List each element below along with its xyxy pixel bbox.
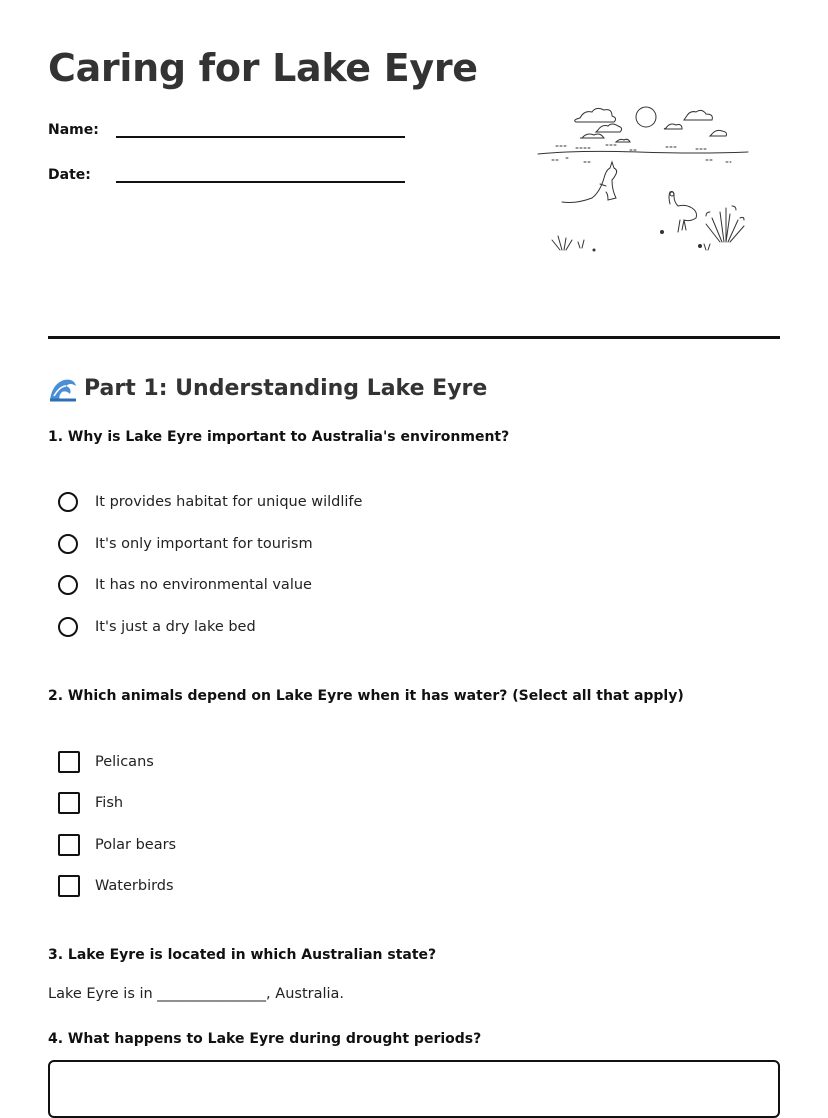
date-label: Date: xyxy=(48,167,91,183)
option-label: Waterbirds xyxy=(95,878,174,894)
checkbox[interactable] xyxy=(58,792,80,814)
date-input-line[interactable] xyxy=(116,163,405,183)
wave-icon xyxy=(48,374,78,402)
option-label: Pelicans xyxy=(95,754,154,770)
q2-option-polar-bears[interactable] xyxy=(58,834,176,856)
checkbox[interactable] xyxy=(58,751,80,773)
question-3: 3. Lake Eyre is located in which Australian state? xyxy=(48,947,437,963)
q1-option-wildlife[interactable] xyxy=(58,492,362,512)
checkbox[interactable] xyxy=(58,875,80,897)
q1-option-dry-lake[interactable] xyxy=(58,617,256,637)
radio-button[interactable] xyxy=(58,534,78,554)
radio-button[interactable] xyxy=(58,617,78,637)
radio-button[interactable] xyxy=(58,492,78,512)
question-1: 1. Why is Lake Eyre important to Australia's environment? xyxy=(48,429,510,445)
date-field xyxy=(48,163,405,183)
name-label: Name: xyxy=(48,122,99,138)
q2-option-waterbirds[interactable] xyxy=(58,875,174,897)
option-label: It's just a dry lake bed xyxy=(95,619,256,635)
q2-option-fish[interactable] xyxy=(58,792,123,814)
checkbox[interactable] xyxy=(58,834,80,856)
name-input-line[interactable] xyxy=(116,118,405,138)
outback-landscape-icon xyxy=(536,100,750,260)
q1-option-no-value[interactable] xyxy=(58,575,312,595)
question-2: 2. Which animals depend on Lake Eyre when it has water? (Select all that apply) xyxy=(48,688,684,704)
question-4: 4. What happens to Lake Eyre during drought periods? xyxy=(48,1031,482,1047)
name-field xyxy=(48,118,405,138)
q2-option-pelicans[interactable] xyxy=(58,751,154,773)
option-label: Fish xyxy=(95,795,124,811)
option-label: It's only important for tourism xyxy=(95,536,313,552)
radio-button[interactable] xyxy=(58,575,78,595)
option-label: Polar bears xyxy=(95,837,177,853)
answer-text-box[interactable] xyxy=(48,1060,780,1118)
worksheet-title: Caring for Lake Eyre xyxy=(48,46,478,90)
part1-heading xyxy=(48,374,487,402)
option-label: It provides habitat for unique wildlife xyxy=(95,494,363,510)
part1-heading-text: Part 1: Understanding Lake Eyre xyxy=(84,375,488,401)
q1-option-tourism[interactable] xyxy=(58,534,313,554)
section-divider xyxy=(48,336,780,339)
option-label: It has no environmental value xyxy=(95,577,312,593)
fill-in-sentence[interactable]: Lake Eyre is in _______________, Australia. xyxy=(48,986,345,1002)
